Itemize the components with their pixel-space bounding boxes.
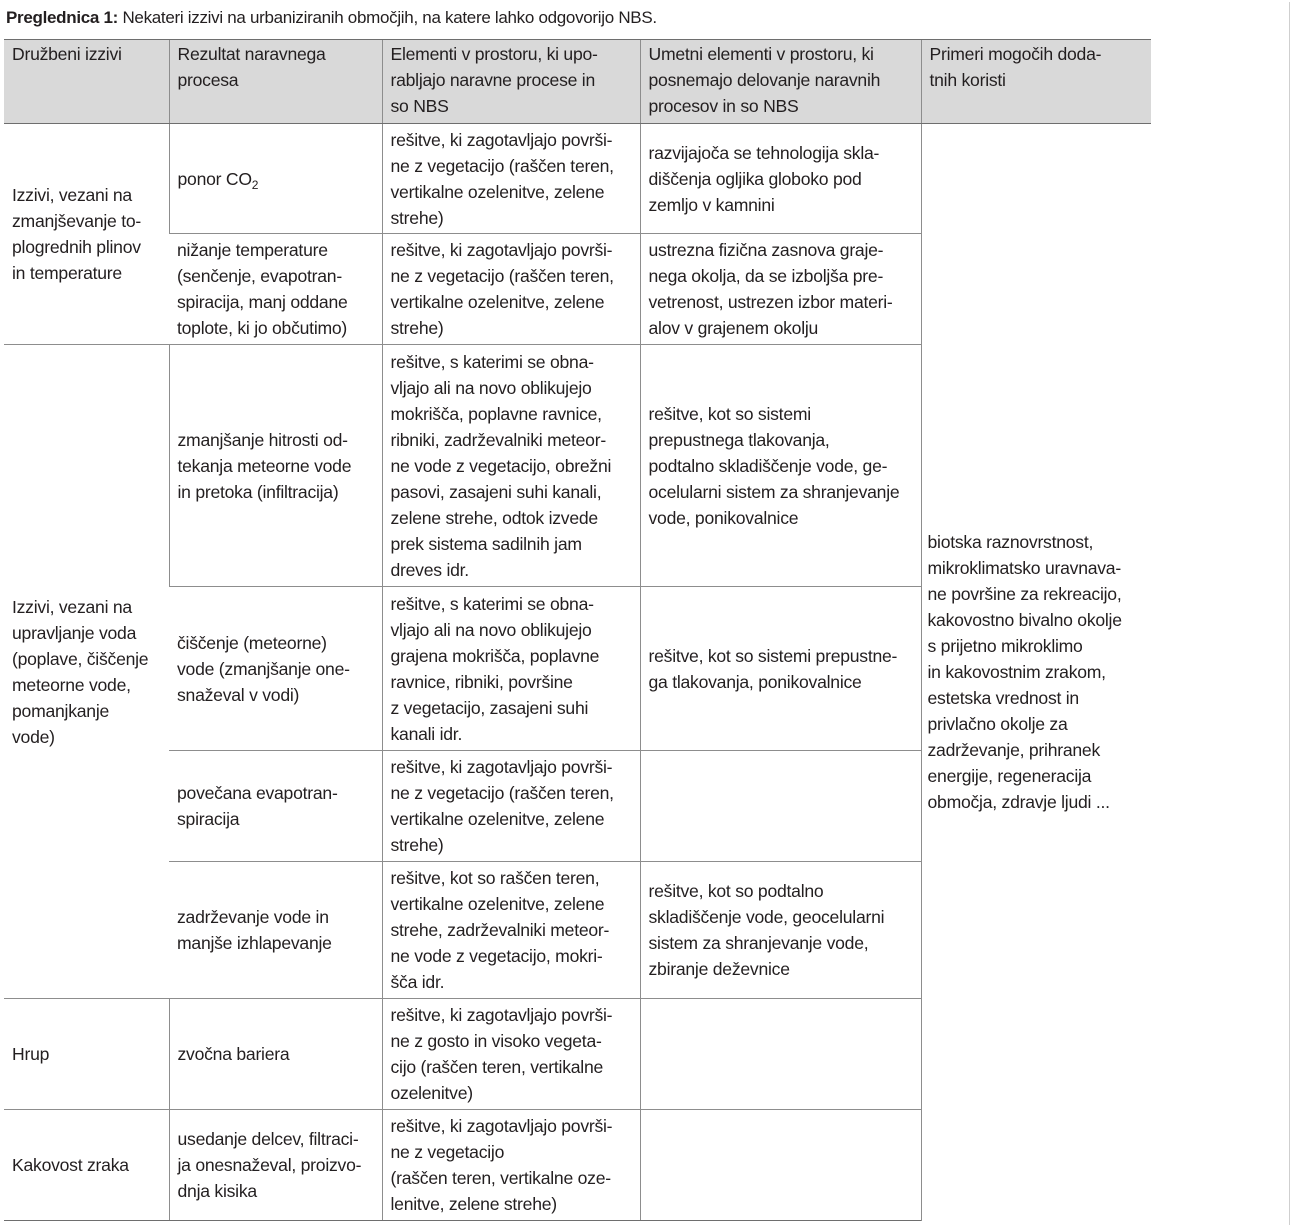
result-cell: povečana evapotran- spiracija (169, 751, 382, 862)
natural-cell: rešitve, ki zagotavljajo površi- ne z vegetacijo (raščen teren, vertikalne ozelenitve, zelene strehe) (382, 751, 640, 862)
result-cell: zvočna bariera (169, 999, 382, 1110)
artificial-cell (640, 751, 921, 862)
header-social-challenges: Družbeni izzivi (4, 40, 169, 124)
result-cell: zmanjšanje hitrosti od- tekanja meteorne vode in pretoka (infiltracija) (169, 345, 382, 587)
artificial-cell (640, 999, 921, 1110)
challenge-cell: Izzivi, vezani na zmanjševanje to- plogrednih plinov in temperature (4, 124, 169, 345)
table-caption (6, 7, 657, 29)
caption-text: Nekateri izzivi na urbaniziranih območjih, na katere lahko odgovorijo NBS. (118, 8, 657, 27)
table-header-row (4, 40, 1151, 124)
natural-cell: rešitve, s katerimi se obna- vljajo ali na novo oblikujejo mokrišča, poplavne ravnice, ribniki, zadrževalniki meteor- ne vode z vegetacijo, obrežni pasovi, zasajeni suhi kanali, zelene strehe, odtok izvede prek sistema sadilnih jam dreves idr. (382, 345, 640, 587)
natural-cell: rešitve, kot so raščen teren, vertikalne ozelenitve, zelene strehe, zadrževalniki meteor- ne vode z vegetacijo, mokri- šča idr. (382, 862, 640, 999)
result-cell: čiščenje (meteorne) vode (zmanjšanje one- snaževal v vodi) (169, 587, 382, 751)
result-cell: zadrževanje vode in manjše izhlapevanje (169, 862, 382, 999)
natural-cell: rešitve, ki zagotavljajo površi- ne z vegetacijo (raščen teren, vertikalne ozelenitve, zelene strehe) (382, 234, 640, 345)
challenge-cell: Kakovost zraka (4, 1110, 169, 1221)
header-natural-elements: Elementi v prostoru, ki upo- rabljajo naravne procese in so NBS (382, 40, 640, 124)
natural-cell: rešitve, ki zagotavljajo površi- ne z gosto in visoko vegeta- cijo (raščen teren, vertikalne ozelenitve) (382, 999, 640, 1110)
page-edge-line (1289, 2, 1290, 1225)
natural-cell: rešitve, ki zagotavljajo površi- ne z vegetacijo (raščen teren, vertikalne oze- lenitve, zelene strehe) (382, 1110, 640, 1221)
artificial-cell (640, 1110, 921, 1221)
nbs-challenges-table (4, 39, 1151, 1221)
challenge-cell: Hrup (4, 999, 169, 1110)
table-row (4, 124, 1151, 234)
caption-label: Preglednica 1: (6, 8, 119, 27)
artificial-cell: rešitve, kot so podtalno skladiščenje vode, geocelularni sistem za shranjevanje vode, zbiranje deževnice (640, 862, 921, 999)
artificial-cell: rešitve, kot so sistemi prepustne- ga tlakovanja, ponikovalnice (640, 587, 921, 751)
header-additional-benefits: Primeri mogočih doda- tnih koristi (921, 40, 1151, 124)
result-cell: usedanje delcev, filtraci- ja onesnaževal, proizvo- dnja kisika (169, 1110, 382, 1221)
result-cell: nižanje temperature (senčenje, evapotran- spiracija, manj oddane toplote, ki jo občutimo) (169, 234, 382, 345)
artificial-cell: rešitve, kot so sistemi prepustnega tlakovanja, podtalno skladiščenje vode, ge- ocelularni sistem za shranjevanje vode, ponikovalnice (640, 345, 921, 587)
result-subscript: 2 (251, 177, 259, 192)
result-text: ponor CO (177, 168, 252, 189)
artificial-cell: ustrezna fizična zasnova graje- nega okolja, da se izboljša pre- vetrenost, ustrezen izbor materi- alov v grajenem okolju (640, 234, 921, 345)
artificial-cell: razvijajoča se tehnologija skla- diščenja ogljika globoko pod zemljo v kamnini (640, 124, 921, 234)
header-artificial-elements: Umetni elementi v prostoru, ki posnemajo delovanje naravnih procesov in so NBS (640, 40, 921, 124)
challenge-cell: Izzivi, vezani na upravljanje voda (poplave, čiščenje meteorne vode, pomanjkanje vode) (4, 345, 169, 999)
benefits-cell: biotska raznovrstnost, mikroklimatsko uravnava- ne površine za rekreacijo, kakovostno bivalno okolje s prijetno mikroklimo in kakovostnim zrakom, estetska vrednost in privlačno okolje za zadrževanje, prihranek energije, regeneracija območja, zdravje ljudi ... (921, 124, 1151, 1221)
natural-cell: rešitve, ki zagotavljajo površi- ne z vegetacijo (raščen teren, vertikalne ozelenitve, zelene strehe) (382, 124, 640, 234)
natural-cell: rešitve, s katerimi se obna- vljajo ali na novo oblikujejo grajena mokrišča, poplavne ravnice, ribniki, površine z vegetacijo, zasajeni suhi kanali idr. (382, 587, 640, 751)
result-cell (169, 124, 382, 234)
header-natural-process-result: Rezultat naravnega procesa (169, 40, 382, 124)
